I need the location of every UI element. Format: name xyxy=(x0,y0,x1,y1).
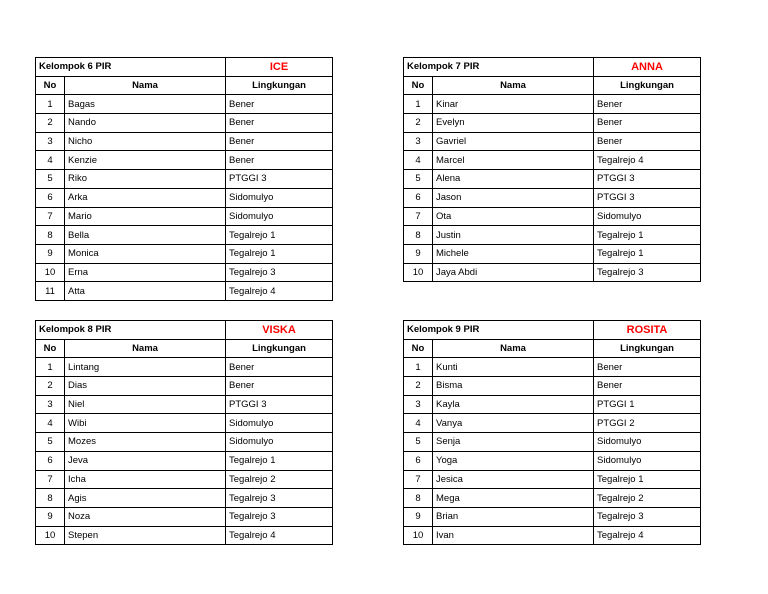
table-row xyxy=(36,358,333,377)
member-name: Monica xyxy=(65,244,226,263)
table-row xyxy=(36,170,333,189)
row-number: 9 xyxy=(36,244,65,263)
member-lingkungan: Sidomulyo xyxy=(226,207,333,226)
group-body xyxy=(404,321,701,545)
member-name: Nicho xyxy=(65,132,226,151)
member-lingkungan: PTGGI 2 xyxy=(594,414,701,433)
member-name: Jeva xyxy=(65,451,226,470)
member-name: Lintang xyxy=(65,358,226,377)
header-nama: Nama xyxy=(433,76,594,95)
group-leader: ANNA xyxy=(594,58,701,77)
table-row xyxy=(404,170,701,189)
group-table-kelompok-8 xyxy=(35,320,333,545)
row-number: 8 xyxy=(36,489,65,508)
member-lingkungan: Tegalrejo 2 xyxy=(226,470,333,489)
row-number: 8 xyxy=(404,489,433,508)
member-name: Mozes xyxy=(65,433,226,452)
row-number: 7 xyxy=(404,207,433,226)
table-row xyxy=(36,95,333,114)
header-no: No xyxy=(404,339,433,358)
group-title: Kelompok 8 PIR xyxy=(36,321,226,340)
table-row xyxy=(36,489,333,508)
table-row xyxy=(404,151,701,170)
header-lingkungan: Lingkungan xyxy=(594,76,701,95)
member-lingkungan: Bener xyxy=(226,132,333,151)
table-row xyxy=(36,526,333,545)
row-number: 1 xyxy=(404,95,433,114)
row-number: 6 xyxy=(36,451,65,470)
row-number: 3 xyxy=(36,395,65,414)
member-name: Niel xyxy=(65,395,226,414)
row-number: 3 xyxy=(404,395,433,414)
member-name: Riko xyxy=(65,170,226,189)
row-number: 11 xyxy=(36,282,65,301)
member-name: Alena xyxy=(433,170,594,189)
member-lingkungan: Tegalrejo 1 xyxy=(226,226,333,245)
table-row xyxy=(36,433,333,452)
member-lingkungan: Tegalrejo 2 xyxy=(594,489,701,508)
group-title-row xyxy=(404,321,701,340)
member-name: Justin xyxy=(433,226,594,245)
member-name: Erna xyxy=(65,263,226,282)
row-number: 9 xyxy=(36,507,65,526)
row-number: 2 xyxy=(404,377,433,396)
member-lingkungan: Bener xyxy=(226,114,333,133)
member-lingkungan: Sidomulyo xyxy=(594,207,701,226)
group-leader: ROSITA xyxy=(594,321,701,340)
header-no: No xyxy=(36,339,65,358)
row-number: 8 xyxy=(36,226,65,245)
member-lingkungan: Tegalrejo 4 xyxy=(594,151,701,170)
table-row xyxy=(404,358,701,377)
member-lingkungan: Bener xyxy=(594,114,701,133)
member-name: Bagas xyxy=(65,95,226,114)
member-name: Icha xyxy=(65,470,226,489)
group-table-kelompok-9 xyxy=(403,320,701,545)
table-row xyxy=(404,95,701,114)
table-row xyxy=(404,395,701,414)
table-row xyxy=(36,470,333,489)
member-name: Wibi xyxy=(65,414,226,433)
member-name: Bella xyxy=(65,226,226,245)
row-number: 4 xyxy=(404,414,433,433)
row-number: 4 xyxy=(404,151,433,170)
row-number: 2 xyxy=(404,114,433,133)
member-name: Ota xyxy=(433,207,594,226)
member-lingkungan: Tegalrejo 4 xyxy=(226,282,333,301)
member-name: Jason xyxy=(433,188,594,207)
table-row xyxy=(36,207,333,226)
member-lingkungan: Tegalrejo 1 xyxy=(226,244,333,263)
member-lingkungan: Bener xyxy=(226,377,333,396)
table-row xyxy=(404,244,701,263)
table-row xyxy=(404,132,701,151)
table-row xyxy=(404,489,701,508)
row-number: 10 xyxy=(404,526,433,545)
group-table-kelompok-7 xyxy=(403,57,701,282)
member-lingkungan: Sidomulyo xyxy=(226,433,333,452)
row-number: 7 xyxy=(36,470,65,489)
table-row xyxy=(404,377,701,396)
row-number: 5 xyxy=(36,170,65,189)
member-lingkungan: Tegalrejo 3 xyxy=(226,489,333,508)
member-lingkungan: PTGGI 1 xyxy=(594,395,701,414)
member-lingkungan: PTGGI 3 xyxy=(226,395,333,414)
group-body xyxy=(36,321,333,545)
member-lingkungan: PTGGI 3 xyxy=(594,170,701,189)
member-lingkungan: Sidomulyo xyxy=(594,433,701,452)
header-lingkungan: Lingkungan xyxy=(594,339,701,358)
member-name: Marcel xyxy=(433,151,594,170)
member-name: Arka xyxy=(65,188,226,207)
member-lingkungan: Tegalrejo 1 xyxy=(594,244,701,263)
group-table-kelompok-6 xyxy=(35,57,333,301)
member-lingkungan: Sidomulyo xyxy=(226,414,333,433)
group-body xyxy=(36,58,333,301)
group-title: Kelompok 7 PIR xyxy=(404,58,594,77)
group-leader: ICE xyxy=(226,58,333,77)
member-lingkungan: Tegalrejo 1 xyxy=(594,226,701,245)
header-lingkungan: Lingkungan xyxy=(226,339,333,358)
table-row xyxy=(404,114,701,133)
table-row xyxy=(36,188,333,207)
row-number: 10 xyxy=(36,526,65,545)
member-name: Kunti xyxy=(433,358,594,377)
member-name: Yoga xyxy=(433,451,594,470)
table-row xyxy=(36,244,333,263)
row-number: 8 xyxy=(404,226,433,245)
row-number: 5 xyxy=(36,433,65,452)
table-row xyxy=(404,414,701,433)
table-row xyxy=(36,132,333,151)
table-row xyxy=(404,470,701,489)
row-number: 7 xyxy=(36,207,65,226)
member-name: Atta xyxy=(65,282,226,301)
table-row xyxy=(404,188,701,207)
table-row xyxy=(36,151,333,170)
table-row xyxy=(36,414,333,433)
row-number: 3 xyxy=(404,132,433,151)
member-lingkungan: Tegalrejo 1 xyxy=(226,451,333,470)
table-row xyxy=(404,433,701,452)
member-lingkungan: PTGGI 3 xyxy=(594,188,701,207)
column-header-row xyxy=(36,76,333,95)
member-lingkungan: Tegalrejo 3 xyxy=(226,507,333,526)
table-row xyxy=(36,263,333,282)
table-row xyxy=(36,114,333,133)
table-row xyxy=(404,207,701,226)
member-lingkungan: Sidomulyo xyxy=(594,451,701,470)
header-no: No xyxy=(36,76,65,95)
group-body xyxy=(404,58,701,282)
group-title-row xyxy=(404,58,701,77)
column-header-row xyxy=(404,76,701,95)
member-name: Agis xyxy=(65,489,226,508)
group-leader: VISKA xyxy=(226,321,333,340)
row-number: 4 xyxy=(36,414,65,433)
member-name: Evelyn xyxy=(433,114,594,133)
member-name: Jaya Abdi xyxy=(433,263,594,282)
member-lingkungan: Tegalrejo 4 xyxy=(594,526,701,545)
row-number: 2 xyxy=(36,114,65,133)
member-lingkungan: Bener xyxy=(594,95,701,114)
member-lingkungan: Bener xyxy=(226,358,333,377)
member-name: Brian xyxy=(433,507,594,526)
column-header-row xyxy=(36,339,333,358)
table-row xyxy=(404,507,701,526)
row-number: 10 xyxy=(404,263,433,282)
member-name: Kinar xyxy=(433,95,594,114)
member-lingkungan: Sidomulyo xyxy=(226,188,333,207)
member-lingkungan: Tegalrejo 3 xyxy=(226,263,333,282)
header-nama: Nama xyxy=(65,339,226,358)
member-name: Kenzie xyxy=(65,151,226,170)
table-row xyxy=(36,226,333,245)
row-number: 2 xyxy=(36,377,65,396)
row-number: 4 xyxy=(36,151,65,170)
row-number: 6 xyxy=(404,451,433,470)
row-number: 1 xyxy=(36,358,65,377)
row-number: 1 xyxy=(404,358,433,377)
member-name: Kayla xyxy=(433,395,594,414)
header-nama: Nama xyxy=(433,339,594,358)
member-lingkungan: Tegalrejo 3 xyxy=(594,263,701,282)
row-number: 9 xyxy=(404,507,433,526)
table-row xyxy=(36,377,333,396)
member-lingkungan: Tegalrejo 4 xyxy=(226,526,333,545)
table-row xyxy=(404,451,701,470)
member-name: Mario xyxy=(65,207,226,226)
member-name: Jesica xyxy=(433,470,594,489)
member-name: Bisma xyxy=(433,377,594,396)
member-name: Nando xyxy=(65,114,226,133)
table-row xyxy=(404,526,701,545)
table-row xyxy=(404,226,701,245)
header-no: No xyxy=(404,76,433,95)
column-header-row xyxy=(404,339,701,358)
table-row xyxy=(36,507,333,526)
table-row xyxy=(36,395,333,414)
member-name: Vanya xyxy=(433,414,594,433)
member-lingkungan: Tegalrejo 1 xyxy=(594,470,701,489)
row-number: 5 xyxy=(404,170,433,189)
member-name: Dias xyxy=(65,377,226,396)
member-lingkungan: Bener xyxy=(594,132,701,151)
table-row xyxy=(36,451,333,470)
member-name: Mega xyxy=(433,489,594,508)
member-name: Gavriel xyxy=(433,132,594,151)
member-lingkungan: Bener xyxy=(594,358,701,377)
row-number: 6 xyxy=(404,188,433,207)
group-title-row xyxy=(36,58,333,77)
header-lingkungan: Lingkungan xyxy=(226,76,333,95)
member-name: Ivan xyxy=(433,526,594,545)
member-lingkungan: Tegalrejo 3 xyxy=(594,507,701,526)
group-title: Kelompok 9 PIR xyxy=(404,321,594,340)
member-lingkungan: PTGGI 3 xyxy=(226,170,333,189)
row-number: 6 xyxy=(36,188,65,207)
member-lingkungan: Bener xyxy=(226,95,333,114)
row-number: 7 xyxy=(404,470,433,489)
group-title-row xyxy=(36,321,333,340)
row-number: 5 xyxy=(404,433,433,452)
table-row xyxy=(36,282,333,301)
table-row xyxy=(404,263,701,282)
header-nama: Nama xyxy=(65,76,226,95)
row-number: 1 xyxy=(36,95,65,114)
row-number: 3 xyxy=(36,132,65,151)
member-name: Michele xyxy=(433,244,594,263)
member-name: Noza xyxy=(65,507,226,526)
row-number: 10 xyxy=(36,263,65,282)
member-lingkungan: Bener xyxy=(226,151,333,170)
group-title: Kelompok 6 PIR xyxy=(36,58,226,77)
member-lingkungan: Bener xyxy=(594,377,701,396)
member-name: Stepen xyxy=(65,526,226,545)
row-number: 9 xyxy=(404,244,433,263)
member-name: Senja xyxy=(433,433,594,452)
